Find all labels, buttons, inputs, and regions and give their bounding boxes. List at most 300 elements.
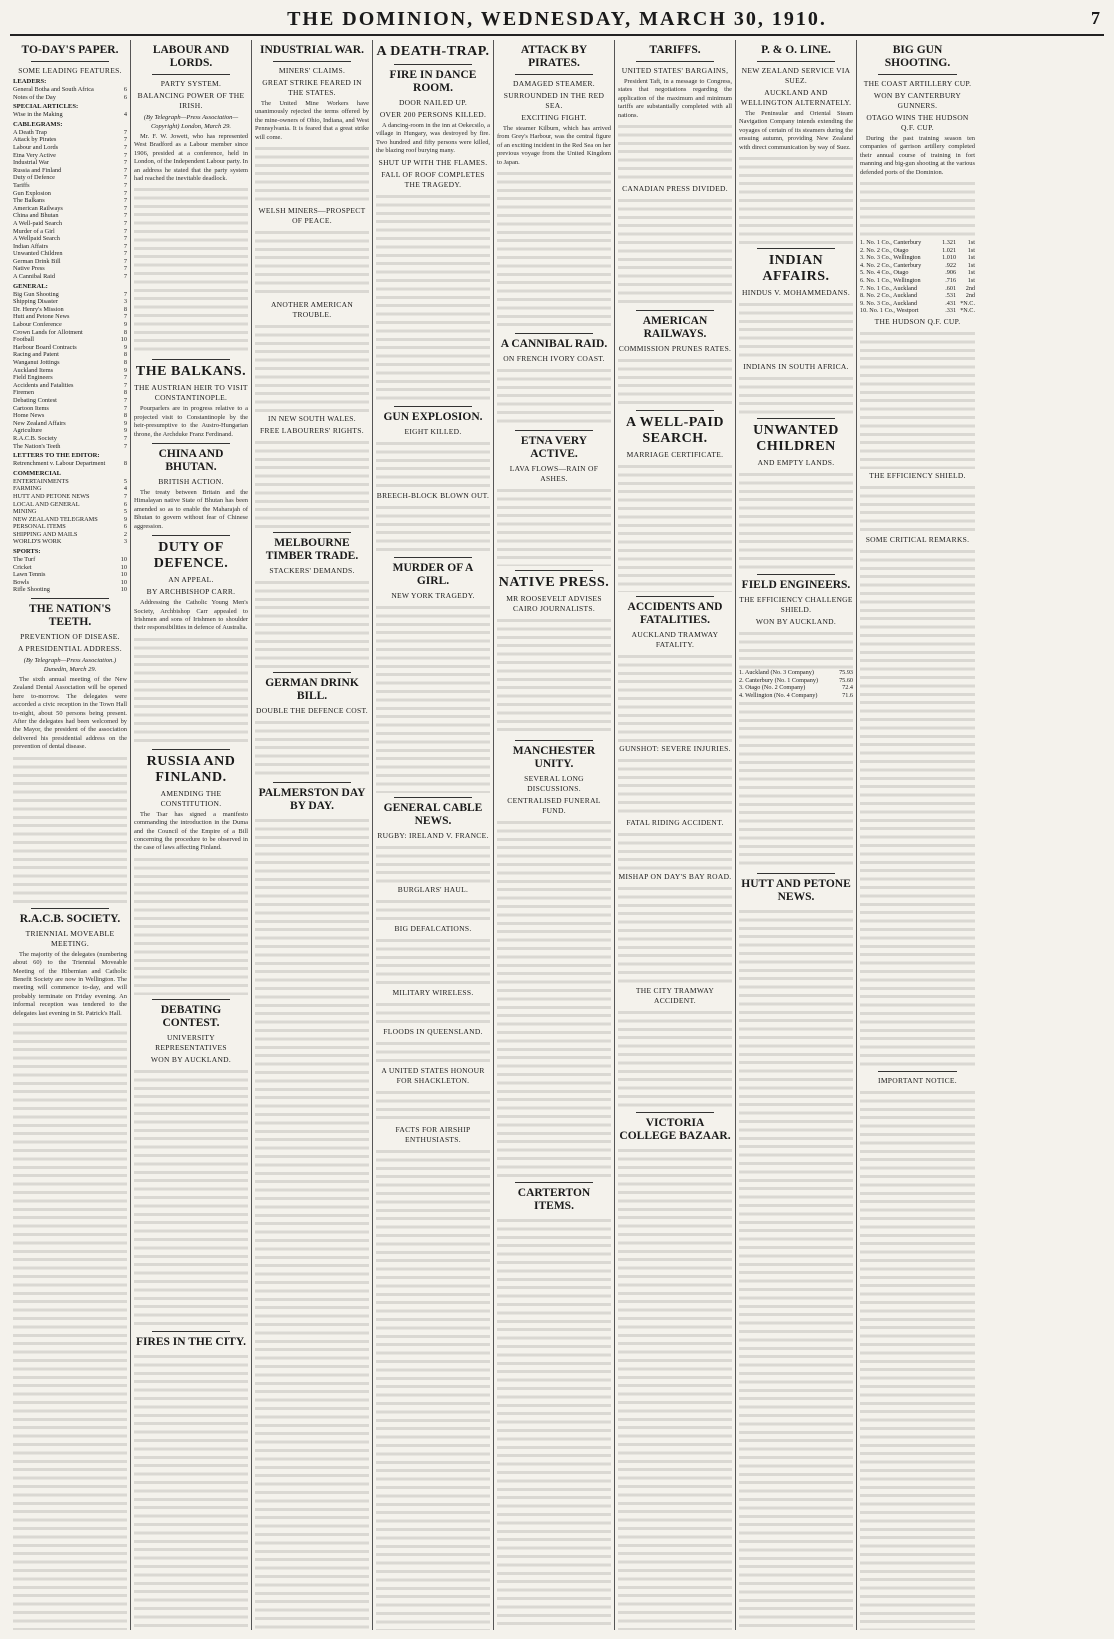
divider [636, 61, 714, 62]
headline-china-bhutan: CHINA AND BHUTAN. [158, 448, 224, 474]
divider [31, 908, 109, 909]
subhead: MILITARY WIRELESS. [392, 987, 474, 997]
headline-well-paid-search: A WELL-PAID SEARCH. [626, 415, 724, 447]
body-text-block [860, 329, 975, 469]
subhead: OTAGO WINS THE HUDSON Q.F. CUP. [866, 113, 969, 132]
subhead: AMENDING THE CONSTITUTION. [160, 788, 222, 808]
table-row: 4. Wellington (No. 4 Company) 71.6 [739, 691, 853, 699]
divider [152, 443, 230, 444]
index-category: LEADERS: [13, 78, 47, 85]
subhead: BIG DEFALCATIONS. [394, 923, 472, 933]
body-text-block [134, 855, 248, 995]
divider [515, 74, 593, 75]
body-text-block [376, 1147, 490, 1630]
headline-etna: ETNA VERY ACTIVE. [520, 435, 588, 461]
body-text-block [134, 1067, 248, 1327]
divider [515, 570, 593, 571]
index-entry: Murder of a Girl 7 [13, 227, 127, 235]
body-text-block [255, 438, 369, 528]
subhead: WON BY AUCKLAND. [755, 617, 837, 627]
body-text-block [497, 366, 611, 426]
subhead: DOOR NAILED UP. [398, 98, 468, 107]
headline-todays-paper: TO-DAY'S PAPER. [21, 44, 119, 56]
index-entry: Tariffs 7 [13, 181, 127, 189]
body-text-block [497, 169, 611, 329]
index-entry: Lawn Tennis 10 [13, 571, 127, 579]
divider [273, 61, 351, 62]
page-number: 7 [1091, 8, 1100, 28]
index-category: GENERAL: [13, 282, 48, 290]
divider [515, 1182, 593, 1183]
newspaper-title: THE DOMINION, WEDNESDAY, MARCH 30, 1910. [287, 8, 827, 30]
index-entry: Wise in the Making 4 [13, 111, 127, 119]
divider [757, 61, 835, 62]
subhead: THE AUSTRIAN HEIR TO VISIT CONSTANTINOPLE. [134, 383, 248, 403]
table-row: 9. No. 3 Co., Auckland .431 *N.C. [860, 299, 975, 307]
index-entry: Rifle Shooting 10 [13, 586, 127, 594]
body-text-block [739, 907, 853, 1630]
headline-manchester-unity: MANCHESTER UNITY. [512, 745, 596, 771]
subhead: IMPORTANT NOTICE. [878, 1075, 957, 1085]
subhead: AUCKLAND TRAMWAY FATALITY. [631, 630, 719, 650]
index-category: COMMERCIAL [13, 469, 61, 477]
column-1 [10, 40, 131, 1630]
subhead: RUGBY: IRELAND V. FRANCE. [377, 830, 489, 840]
index-entry: WORLD'S WORK 3 [13, 538, 127, 546]
divider [757, 418, 835, 419]
index-entry: ENTERTAINMENTS 5 [13, 477, 127, 485]
body-text-block [739, 629, 853, 669]
index-entry: HUTT AND PETONE NEWS 7 [13, 492, 127, 500]
column-2 [131, 40, 252, 1630]
index-entry: NEW ZEALAND TELEGRAMS 9 [13, 515, 127, 523]
index-entry: The Turf 10 [13, 556, 127, 564]
index-entry: The Balkans 7 [13, 197, 127, 205]
headline-victoria-college: VICTORIA COLLEGE BAZAAR. [619, 1117, 731, 1143]
index-entry: Football 10 [13, 336, 127, 344]
subhead: IN NEW SOUTH WALES. [268, 414, 356, 424]
column-6 [615, 40, 736, 1630]
subhead: INDIANS IN SOUTH AFRICA. [743, 362, 849, 372]
index-entry: Labour and Lords 7 [13, 143, 127, 151]
subhead: AUCKLAND AND WELLINGTON ALTERNATELY. [740, 88, 852, 107]
body-text-block [255, 816, 369, 1630]
subhead: OVER 200 PERSONS KILLED. [379, 110, 487, 119]
divider [394, 797, 472, 798]
body-text-block [255, 144, 369, 204]
body-text-block [497, 486, 611, 566]
subhead: CANADIAN PRESS DIVIDED. [622, 184, 728, 194]
subhead: EIGHT KILLED. [404, 426, 462, 436]
divider [394, 406, 472, 407]
divider [152, 359, 230, 360]
subhead: UNITED STATES' BARGAINS, [621, 66, 729, 75]
subhead: FATAL RIDING ACCIDENT. [626, 818, 724, 828]
subhead: WELSH MINERS—PROSPECT OF PEACE. [258, 206, 366, 226]
body-text-block [134, 185, 248, 355]
dateline: (By Telegraph—Press Association—Copyright) London, March 29. [143, 114, 239, 130]
table-row: 2. Canterbury (No. 1 Company) 75.60 [739, 676, 853, 684]
headline-german-drink-bill: GERMAN DRINK BILL. [265, 677, 359, 703]
index-entry: Duty of Defence 7 [13, 174, 127, 182]
body-text-block [497, 616, 611, 736]
body-text-block [618, 122, 732, 182]
divider [152, 535, 230, 536]
subhead: DAMAGED STEAMER. [513, 79, 595, 88]
divider [394, 557, 472, 558]
article-body: Mr. F. W. Jowett, who has represented West Bradford as a Labour member since 1906, presided at a conference, held in London, of the Independent Labour party. In an address he stated that the party system had reached the inevitable deadlock. [134, 133, 248, 183]
body-text-block [13, 754, 127, 904]
headline-palmerston: PALMERSTON DAY BY DAY. [258, 787, 366, 813]
body-text-block [134, 1352, 248, 1630]
subhead: AND EMPTY LANDS. [757, 458, 835, 468]
article-body: The United Mine Workers have unanimously rejected the terms offered by the mine-owners of Ohio, Indiana, and West Pennsylvania. It is feared that a great strike will come. [255, 100, 369, 141]
body-text-block [255, 578, 369, 668]
body-text-block [134, 635, 248, 745]
subhead: WON BY AUCKLAND. [150, 1054, 232, 1064]
column-3 [252, 40, 373, 1630]
index-entry: Accidents and Fatalities 7 [13, 381, 127, 389]
headline-industrial-war: INDUSTRIAL WAR. [260, 44, 364, 56]
body-text-block [497, 818, 611, 1178]
subhead: FLOODS IN QUEENSLAND. [383, 1026, 483, 1036]
divider [636, 1112, 714, 1113]
index-category: SPECIAL ARTICLES: [13, 103, 79, 111]
index-entry: Unwanted Children 7 [13, 250, 127, 258]
index-entry: German Drink Bill 7 [13, 257, 127, 265]
table-row: 2. No. 2 Co., Otago 1.021 1st [860, 246, 975, 254]
body-text-block [860, 179, 975, 239]
divider [636, 310, 714, 311]
index-entry: SHIPPING AND MAILS 2 [13, 530, 127, 538]
subhead: HINDUS V. MOHAMMEDANS. [741, 288, 850, 298]
body-text-block [618, 884, 732, 984]
index-category: CABLEGRAMS: [13, 120, 63, 128]
subhead: FALL OF ROOF COMPLETES THE TRAGEDY. [381, 169, 485, 189]
column-5 [494, 40, 615, 1630]
table-row: 3. Otago (No. 2 Company) 72.4 [739, 684, 853, 692]
index-entry: Gun Explosion 7 [13, 189, 127, 197]
index-entry: Labour Conference 9 [13, 321, 127, 329]
headline-duty-of-defence: DUTY OF DEFENCE. [153, 540, 229, 572]
article-body: During the past training season ten companies of garrison artillery completed their annual course of training in fort manning and big-gun shooting at the various defended ports of the Dominion. [860, 135, 975, 176]
subhead: A UNITED STATES HONOUR FOR SHACKLETON. [381, 1065, 485, 1085]
subhead: STACKERS' DEMANDS. [269, 566, 355, 576]
index-entry: LOCAL AND GENERAL 6 [13, 500, 127, 508]
index-entry: Debating Contest 7 [13, 396, 127, 404]
headline-fires-in-city: FIRES IN THE CITY. [136, 1335, 246, 1348]
article-body: The treaty between Britain and the Himalayan native State of Bhutan has been amended so as to enable the Maharajah of Bhutan to govern without fear of Chinese aggression. [134, 489, 248, 530]
body-text-block [860, 483, 975, 533]
index-entry: Home News 8 [13, 412, 127, 420]
body-text-block [376, 936, 490, 986]
divider [273, 782, 351, 783]
body-text-block [618, 756, 732, 816]
index-entry: MINING 5 [13, 508, 127, 516]
subhead: THE HUDSON Q.F. CUP. [874, 316, 961, 326]
divider [152, 999, 230, 1000]
dateline: (By Telegraph—Press Association.) Dunedin, March 29. [23, 657, 117, 674]
body-text-block [739, 699, 853, 869]
subhead: MINERS' CLAIMS. [278, 66, 346, 75]
divider [636, 596, 714, 597]
index-entry: American Railways 7 [13, 204, 127, 212]
index-entry: R.A.C.B. Society 7 [13, 434, 127, 442]
index-entry: Native Press 7 [13, 265, 127, 273]
body-text-block [860, 547, 975, 1067]
headline-indian-affairs: INDIAN AFFAIRS. [762, 253, 830, 285]
headline-accidents: ACCIDENTS AND FATALITIES. [627, 601, 723, 627]
index-entry: Retrenchment v. Labour Department 8 [13, 460, 127, 468]
subhead: CENTRALISED FUNERAL FUND. [507, 796, 601, 816]
index-entry: The Nation's Teeth 7 [13, 442, 127, 450]
divider [878, 1071, 957, 1072]
table-row: 1. No. 1 Co., Canterbury 1.321 1st [860, 239, 975, 247]
index-entry: Big Gun Shooting 7 [13, 290, 127, 298]
headline-hutt-petone: HUTT AND PETONE NEWS. [741, 878, 851, 904]
subhead: BALANCING POWER OF THE IRISH. [137, 91, 245, 110]
results-table [860, 239, 975, 315]
article-body: The Peninsular and Oriental Steam Navigation Company intends extending the voyages of certain of its steamers during the ensuing autumn, providing New Zealand with direct communication by way of Suez. [739, 110, 853, 151]
article-body: The majority of the delegates (numbering about 60) to the Triennial Moveable Meeting of the Hibernian and Catholic Benefit Society are now in Wellington. The meeting will commence to-day, and will probably terminate on Friday evening. An informal reception was tendered to the delegates last evening in St. Patrick's Hall. [13, 950, 127, 1017]
divider [152, 74, 230, 75]
subhead: THE EFFICIENCY SHIELD. [869, 470, 966, 480]
body-text-block [739, 154, 853, 244]
index-entry: Notes of the Day 6 [13, 93, 127, 101]
index-entry: Industrial War 7 [13, 159, 127, 167]
divider [515, 740, 593, 741]
subhead: AN APPEAL. [168, 575, 214, 585]
headline-russia-finland: RUSSIA AND FINLAND. [146, 753, 236, 785]
body-text-block [618, 462, 732, 592]
index-entry: Wanganui Jottings 8 [13, 359, 127, 366]
headline-melbourne-timber: MELBOURNE TIMBER TRADE. [265, 537, 359, 563]
divider [31, 598, 109, 599]
subhead: GREAT STRIKE FEARED IN THE STATES. [262, 78, 362, 97]
index-entry: China and Bhutan 7 [13, 212, 127, 220]
divider [636, 410, 714, 411]
subhead: UNIVERSITY REPRESENTATIVES [155, 1032, 227, 1052]
headline-balkans: THE BALKANS. [135, 364, 247, 380]
headline-american-railways: AMERICAN RAILWAYS. [642, 315, 708, 341]
subhead: SOME CRITICAL REMARKS. [865, 534, 970, 544]
index-entry: Auckland Items 9 [13, 366, 127, 374]
headline-attack-by-pirates: ATTACK BY PIRATES. [520, 44, 588, 69]
table-row: 4. No. 2 Co., Canterbury .922 1st [860, 261, 975, 269]
divider [515, 430, 593, 431]
subhead: THE CITY TRAMWAY ACCIDENT. [635, 986, 715, 1006]
table-row: 6. No. 1 Co., Wellington .716 1st [860, 277, 975, 284]
divider [757, 873, 835, 874]
index-entry: A Wellpaid Search 7 [13, 235, 127, 243]
headline-debating-contest: DEBATING CONTEST. [160, 1003, 222, 1029]
subhead: NEW YORK TRAGEDY. [391, 590, 475, 600]
headline-p-and-o: P. & O. LINE. [761, 44, 831, 56]
index-entry: Etna Very Active 7 [13, 151, 127, 159]
subhead: A PRESIDENTIAL ADDRESS. [18, 644, 122, 654]
subhead: TRIENNIAL MOVEABLE MEETING. [25, 928, 115, 948]
column-8 [857, 40, 978, 1630]
index-entry: A Death Trap 7 [13, 128, 127, 136]
headline-tariffs: TARIFFS. [649, 44, 701, 56]
index-entry: New Zealand Affairs 9 [13, 419, 127, 427]
index-entry: A Cannibal Raid 7 [13, 273, 127, 281]
index-entry: Field Engineers 7 [13, 374, 127, 382]
body-text-block [376, 1039, 490, 1064]
headline-gun-explosion: GUN EXPLOSION. [383, 410, 483, 423]
headline-nations-teeth: THE NATION'S TEETH. [29, 603, 111, 629]
marks-table [739, 669, 853, 699]
headline-native-press: NATIVE PRESS. [498, 575, 610, 591]
index-entry: Dr. Henry's Mission 8 [13, 305, 127, 313]
subhead: MARRIAGE CERTIFICATE. [626, 450, 724, 460]
index-entry: Attack by Pirates 7 [13, 136, 127, 144]
headline-general-cable-news: GENERAL CABLE NEWS. [383, 801, 483, 827]
table-row: 3. No. 3 Co., Wellington 1.010 1st [860, 254, 975, 262]
body-text-block [739, 300, 853, 360]
body-text-block [376, 1000, 490, 1025]
table-row: 1. Auckland (No. 3 Company) 75.93 [739, 669, 853, 677]
body-text-block [376, 843, 490, 883]
index-entry: Harbour Board Contracts 9 [13, 343, 127, 351]
body-text-block [618, 1008, 732, 1108]
columns [10, 40, 1104, 1630]
divider [757, 248, 835, 249]
column-7 [736, 40, 857, 1630]
index-entry: Hutt and Petone News 7 [13, 313, 127, 321]
index-entry: Cartoon Items 7 [13, 404, 127, 412]
body-text-block [618, 196, 732, 306]
index-category: LETTERS TO THE EDITOR: [13, 452, 100, 460]
subhead: EXCITING FIGHT. [521, 113, 587, 122]
headline-racb-society: R.A.C.B. SOCIETY. [19, 912, 121, 925]
subhead: MISHAP ON DAY'S BAY ROAD. [618, 872, 732, 882]
article-body: A dancing-room in the inn at Oekecsilo, a village in Hungary, was destroyed by fire. Two hundred and fifty persons were killed, the blazing roof burying many. [376, 122, 490, 155]
subhead: BRITISH ACTION. [158, 477, 224, 487]
body-text-block [376, 897, 490, 922]
subhead: PREVENTION OF DISEASE. [20, 632, 120, 642]
column-4 [373, 40, 494, 1630]
subhead: BREECH-BLOCK BLOWN OUT. [376, 490, 490, 500]
subhead: DOUBLE THE DEFENCE COST. [256, 706, 368, 716]
subhead: LAVA FLOWS—RAIN OF ASHES. [509, 464, 599, 484]
subhead: THE COAST ARTILLERY CUP. [863, 79, 972, 88]
subhead: FREE LABOURERS' RIGHTS. [260, 426, 364, 436]
divider [273, 672, 351, 673]
body-text-block [13, 1020, 127, 1630]
headline-cannibal-raid: A CANNIBAL RAID. [500, 338, 608, 351]
article-body: Addressing the Catholic Young Men's Society, Archbishop Carr appealed to Irishmen and sons of Irishmen to shoulder their responsibilities in defence of Australia. [134, 599, 248, 632]
index-entry: Agriculture 9 [13, 427, 127, 435]
subhead: FACTS FOR AIRSHIP ENTHUSIASTS. [395, 1124, 471, 1144]
article-body: Pourparlers are in progress relative to a projected visit to Constantinople by the heir-presumptive to the Austro-Hungarian throne, the Archduke Franz Ferdinand. [134, 405, 248, 438]
index-entry: FARMING 4 [13, 485, 127, 493]
subhead: BURGLARS' HAUL. [397, 884, 469, 894]
index-entry: Russia and Finland 7 [13, 166, 127, 174]
index-entry: Firemen 8 [13, 389, 127, 397]
subhead: WON BY CANTERBURY GUNNERS. [873, 91, 962, 110]
divider [152, 749, 230, 750]
article-body: The Tsar has signed a manifesto commanding the introduction in the Duma and the Council of the Empire of a Bill concerning the procedure to be observed in the case of laws affecting Finland. [134, 810, 248, 852]
divider [31, 61, 109, 62]
headline-murder-of-a-girl: MURDER OF A GIRL. [392, 561, 474, 587]
article-body: President Taft, in a message to Congress, states that negotiations regarding the application of the maximum and minimum tariffs are substantially completed with all nations. [618, 78, 732, 119]
index-entry: Racing and Patent 8 [13, 351, 127, 359]
subhead: BY ARCHBISHOP CARR. [146, 587, 236, 597]
divider [757, 574, 835, 575]
subhead: COMMISSION PRUNES RATES. [618, 344, 732, 354]
subhead: GUNSHOT: SEVERE INJURIES. [619, 744, 731, 754]
table-row: 10. No. 1 Co., Westport .331 *N.C. [860, 307, 975, 315]
contents-index [13, 78, 127, 594]
subhead: PARTY SYSTEM. [160, 79, 222, 88]
divider [152, 1331, 230, 1332]
index-entry: Crown Lands for Allotment 8 [13, 328, 127, 336]
subhead: NEW ZEALAND SERVICE VIA SUEZ. [741, 66, 851, 85]
divider [273, 532, 351, 533]
body-text-block [376, 603, 490, 793]
body-text-block [376, 503, 490, 553]
body-text-block [618, 652, 732, 742]
headline-big-gun-shooting: BIG GUN SHOOTING. [884, 44, 951, 69]
headline-labour-and-lords: LABOUR AND LORDS. [152, 44, 230, 69]
divider [394, 64, 472, 65]
table-row: 5. No. 4 Co., Otago .906 1st [860, 269, 975, 277]
table-row: 7. No. 1 Co., Auckland .601 2nd [860, 284, 975, 292]
body-text-block [376, 439, 490, 489]
subheadline: FIRE IN DANCE ROOM. [389, 69, 477, 94]
body-text-block [497, 1216, 611, 1630]
headline-carterton: CARTERTON ITEMS. [517, 1187, 591, 1213]
index-entry: Cricket 10 [13, 563, 127, 571]
subhead: THE EFFICIENCY CHALLENGE SHIELD. [739, 595, 853, 615]
article-body: The sixth annual meeting of the New Zealand Dental Association will be opened here to-morrow. The delegates were accorded a civic reception in the Town Hall to-night, about 50 persons being present. After the delegates had been welcomed by the Mayor, the president of the association delivered his presidential address on the prevention of dental disease. [13, 676, 127, 751]
index-entry: Indian Affairs 7 [13, 242, 127, 250]
subhead: SHUT UP WITH THE FLAMES. [378, 157, 488, 167]
headline-death-trap: A DEATH-TRAP. [376, 44, 490, 59]
divider [878, 74, 957, 75]
index-entry: PERSONAL ITEMS 6 [13, 523, 127, 531]
body-text-block [255, 718, 369, 778]
index-entry: A Well-paid Search 7 [13, 219, 127, 227]
subhead: SEVERAL LONG DISCUSSIONS. [524, 774, 584, 794]
body-text-block [618, 830, 732, 870]
subhead: ANOTHER AMERICAN TROUBLE. [270, 300, 354, 320]
body-text-block [860, 1088, 975, 1630]
divider [515, 333, 593, 334]
body-text-block [376, 1088, 490, 1123]
body-text-block [739, 470, 853, 570]
article-body: The steamer Kilburn, which has arrived from Grey's Harbour, was the central figure of an exciting incident in the Red Sea on her previous voyage from the United Kingdom to Japan. [497, 125, 611, 166]
body-text-block [739, 374, 853, 414]
body-text-block [255, 322, 369, 412]
subhead: MR ROOSEVELT ADVISES CAIRO JOURNALISTS. [506, 594, 602, 614]
index-category: SPORTS: [13, 548, 41, 556]
subhead: SOME LEADING FEATURES. [18, 66, 122, 75]
index-entry: Shipping Disaster 3 [13, 298, 127, 306]
masthead [10, 6, 1104, 36]
headline-unwanted-children: UNWANTED CHILDREN [753, 423, 839, 455]
headline-field-engineers: FIELD ENGINEERS. [741, 579, 851, 592]
index-entry: Bowls 10 [13, 578, 127, 586]
body-text-block [618, 1146, 732, 1630]
body-text-block [255, 228, 369, 298]
body-text-block [376, 192, 490, 402]
table-row: 8. No. 2 Co., Auckland .531 2nd [860, 292, 975, 300]
subhead: SURROUNDED IN THE RED SEA. [503, 91, 605, 110]
body-text-block [618, 356, 732, 406]
index-entry: General Botha and South Africa 6 [13, 86, 127, 93]
